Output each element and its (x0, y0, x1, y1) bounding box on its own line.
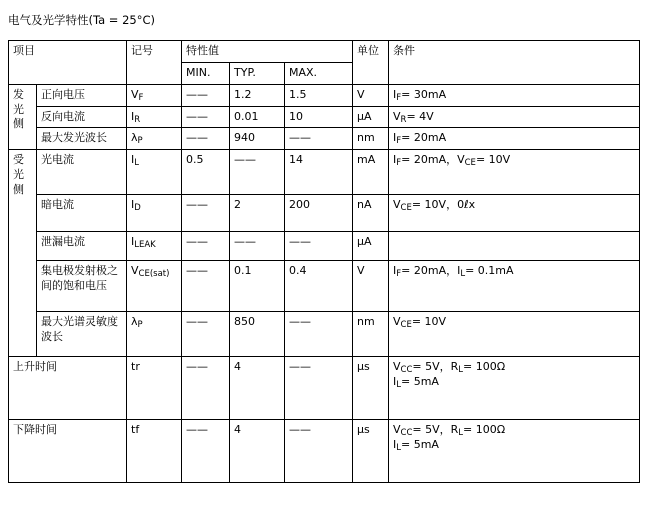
row-symbol: $V_F$ (127, 84, 182, 106)
row-condition: $I_F= 20mA$，$V_{CE}= 10V$ (389, 150, 640, 195)
row-typ: 2 (230, 195, 285, 232)
row-symbol: $V_{CE(sat)}$ (127, 261, 182, 312)
row-typ: 0.01 (230, 106, 285, 128)
row-condition: $V_R= 4V$ (389, 106, 640, 128)
row-max: —— (285, 420, 353, 483)
row-unit: nA (353, 195, 389, 232)
row-min: —— (182, 128, 230, 150)
row-unit: V (353, 261, 389, 312)
row-max: —— (285, 312, 353, 357)
row-unit: mA (353, 150, 389, 195)
row-item: 反向电流 (37, 106, 127, 128)
row-item: 正向电压 (37, 84, 127, 106)
row-unit: μA (353, 106, 389, 128)
row-item: 集电极发射极之间的饱和电压 (37, 261, 127, 312)
row-max: —— (285, 357, 353, 420)
table-row (9, 420, 640, 483)
row-unit: nm (353, 128, 389, 150)
row-min: —— (182, 84, 230, 106)
row-unit: μA (353, 232, 389, 261)
row-typ: 4 (230, 357, 285, 420)
row-symbol: $\lambda_P$ (127, 312, 182, 357)
table-row (9, 357, 640, 420)
header-item: 项目 (9, 41, 127, 85)
row-item: 光电流 (37, 150, 127, 195)
table-row (9, 232, 640, 261)
row-typ: —— (230, 150, 285, 195)
row-max: —— (285, 128, 353, 150)
group-label-detector: 受光侧 (9, 150, 37, 357)
table-header-row-1 (9, 41, 640, 63)
table-row (9, 312, 640, 357)
row-unit: μs (353, 357, 389, 420)
row-item: 上升时间 (9, 357, 127, 420)
row-item: 泄漏电流 (37, 232, 127, 261)
row-max: 200 (285, 195, 353, 232)
table-row (9, 106, 640, 128)
row-condition (389, 232, 640, 261)
row-symbol: $I_L$ (127, 150, 182, 195)
header-max: MAX. (285, 62, 353, 84)
row-min: 0.5 (182, 150, 230, 195)
row-min: —— (182, 261, 230, 312)
row-unit: μs (353, 420, 389, 483)
row-condition: $V_{CE}= 10V$ (389, 312, 640, 357)
row-typ: —— (230, 232, 285, 261)
table-row (9, 261, 640, 312)
row-min: —— (182, 232, 230, 261)
row-min: —— (182, 195, 230, 232)
row-unit: nm (353, 312, 389, 357)
row-condition: $I_F= 20mA$，$I_L= 0.1mA$ (389, 261, 640, 312)
header-symbol: 记号 (127, 41, 182, 85)
row-typ: 850 (230, 312, 285, 357)
row-typ: 1.2 (230, 84, 285, 106)
row-symbol: tr (127, 357, 182, 420)
row-max: 0.4 (285, 261, 353, 312)
row-symbol: $\lambda_P$ (127, 128, 182, 150)
row-item: 暗电流 (37, 195, 127, 232)
table-row (9, 84, 640, 106)
header-condition: 条件 (389, 41, 640, 85)
row-condition: $I_F= 20mA$ (389, 128, 640, 150)
row-item: 最大光谱灵敏度波长 (37, 312, 127, 357)
row-max: 14 (285, 150, 353, 195)
table-row (9, 195, 640, 232)
row-min: —— (182, 312, 230, 357)
header-characteristic: 特性值 (182, 41, 353, 63)
row-typ: 4 (230, 420, 285, 483)
row-condition: $I_F= 30mA$ (389, 84, 640, 106)
row-item: 下降时间 (9, 420, 127, 483)
row-condition: $V_{CC}= 5V$，$R_L= 100\Omega$ $I_L= 5mA$ (389, 357, 640, 420)
header-unit: 单位 (353, 41, 389, 85)
table-row (9, 128, 640, 150)
row-item: 最大发光波长 (37, 128, 127, 150)
row-symbol: $I_D$ (127, 195, 182, 232)
row-min: —— (182, 357, 230, 420)
row-max: 1.5 (285, 84, 353, 106)
electro-optical-characteristics-table (8, 40, 640, 483)
table-row (9, 150, 640, 195)
row-symbol: $I_{LEAK}$ (127, 232, 182, 261)
row-typ: 940 (230, 128, 285, 150)
group-label-emitter: 发光侧 (9, 84, 37, 150)
row-max: —— (285, 232, 353, 261)
row-symbol: $I_R$ (127, 106, 182, 128)
header-typ: TYP. (230, 62, 285, 84)
row-min: —— (182, 106, 230, 128)
row-min: —— (182, 420, 230, 483)
row-unit: V (353, 84, 389, 106)
row-typ: 0.1 (230, 261, 285, 312)
header-min: MIN. (182, 62, 230, 84)
row-max: 10 (285, 106, 353, 128)
row-symbol: tf (127, 420, 182, 483)
row-condition: $V_{CC}= 5V$，$R_L= 100\Omega$ $I_L= 5mA$ (389, 420, 640, 483)
row-condition: $V_{CE}= 10V$，0ℓx (389, 195, 640, 232)
page-title: 电气及光学特性(Ta = 25°C) (8, 13, 156, 27)
